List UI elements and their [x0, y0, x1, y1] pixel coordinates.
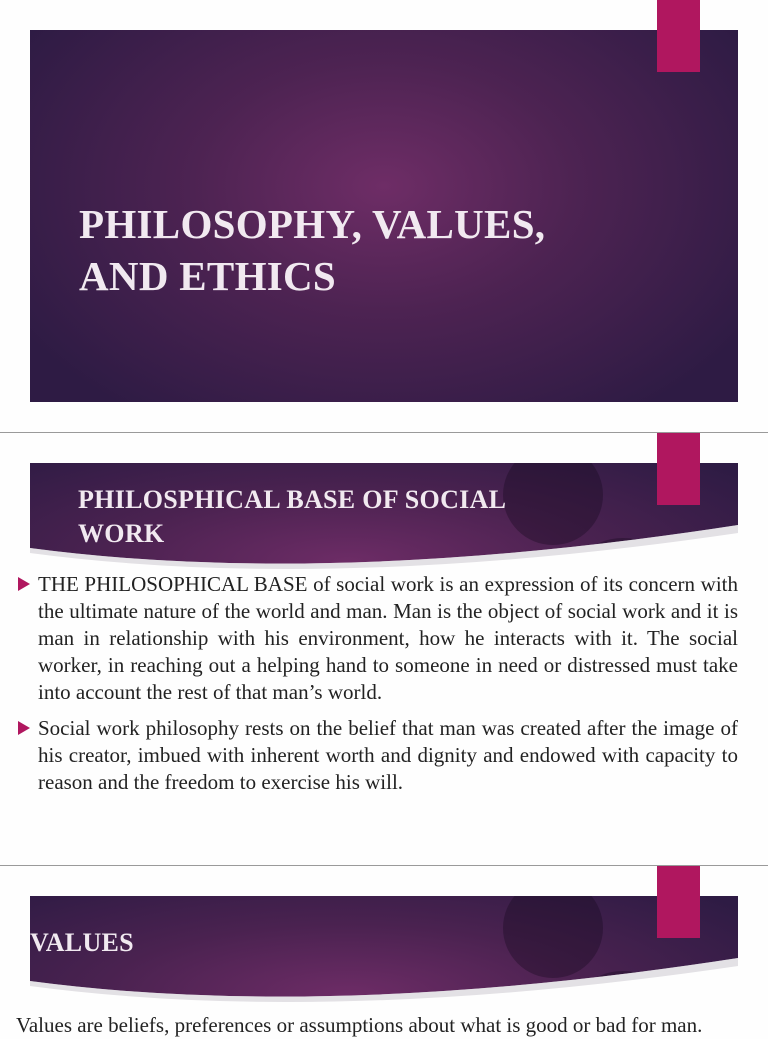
slide-title: VALUES — [30, 928, 134, 957]
philosophical-base-slide — [0, 433, 768, 865]
slide-title-line-1: PHILOSPHICAL BASE OF SOCIAL — [78, 485, 507, 514]
header-band — [30, 463, 738, 573]
values-body-text: Values are beliefs, preferences or assumptions about what is good or bad for man. — [16, 1013, 703, 1037]
accent-tab — [657, 0, 700, 72]
bullet-list — [16, 571, 738, 805]
accent-tab — [657, 433, 700, 505]
values-slide — [0, 866, 768, 1024]
slide-title-line-2: WORK — [78, 519, 165, 548]
bullet-arrow-icon — [18, 721, 30, 735]
slide-title — [78, 483, 506, 551]
slide-title — [79, 198, 639, 302]
slide-title-line-2: AND ETHICS — [79, 253, 337, 299]
header-curve — [30, 896, 738, 1006]
bullet-text: Social work philosophy rests on the belief that man was created after the image of his creator, imbued with inherent worth and dignity and endowed with capacity to reason and the freedom to exercise his will. — [38, 716, 738, 794]
slide-title-line-1: PHILOSOPHY, VALUES, — [79, 201, 546, 247]
list-item — [16, 715, 738, 796]
bullet-arrow-icon — [18, 577, 30, 591]
title-slide — [0, 0, 768, 432]
header-band — [30, 896, 738, 1006]
bullet-text: THE PHILOSOPHICAL BASE of social work is an expression of its concern with the ultimate nature of the world and man. Man is the object of social work and it is man in relationship with his environment, how he interacts with it. The social worker, in reaching out a helping hand to someone in need or distressed must take into account the rest of that man’s world. — [38, 572, 738, 704]
accent-tab — [657, 866, 700, 938]
list-item — [16, 571, 738, 706]
